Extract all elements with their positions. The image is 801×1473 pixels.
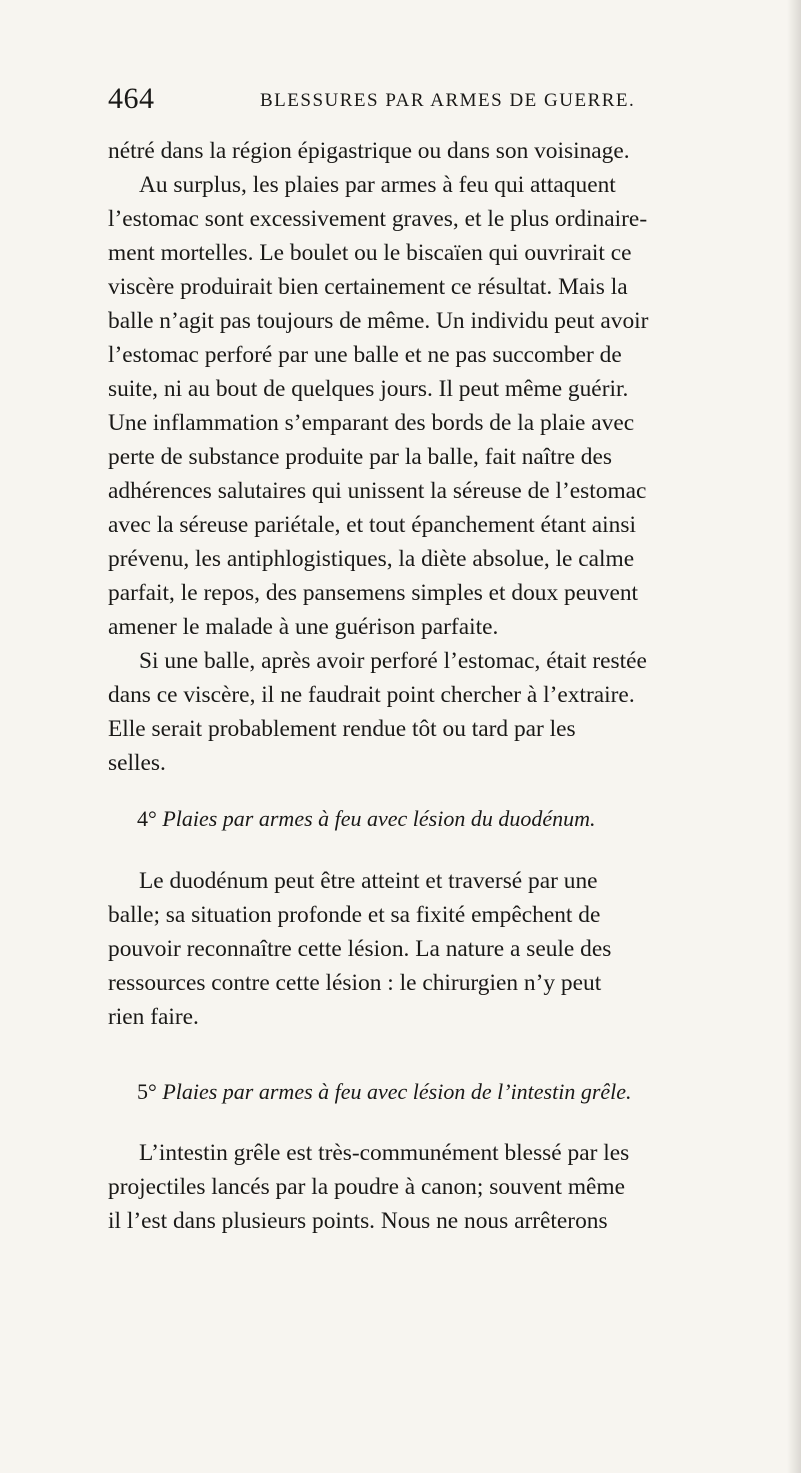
text-line: L’intestin grêle est très-communément blessé par les [139, 1140, 630, 1166]
page-edge-shadow [787, 0, 801, 1473]
section-heading-small-intestine [137, 1079, 632, 1105]
text-line: selles. [108, 750, 166, 776]
text-line: balle n’agit pas toujours de même. Un individu peut avoir [108, 308, 649, 334]
text-line: rien faire. [108, 1004, 199, 1030]
text-line: Une inflammation s’emparant des bords de la plaie avec [108, 410, 635, 436]
text-line: parfait, le repos, des pansemens simples et doux peuvent [108, 580, 639, 606]
text-line: avec la séreuse pariétale, et tout épanchement étant ainsi [108, 512, 636, 538]
text-line: pouvoir reconnaître cette lésion. La nature a seule des [108, 936, 612, 962]
paragraph-duodenum [108, 870, 764, 1050]
section-heading-duodenum [137, 806, 596, 832]
text-line: nétré dans la région épigastrique ou dans son voisinage. [108, 138, 630, 164]
text-line: l’estomac perforé par une balle et ne pas succomber de [108, 342, 622, 368]
page-number: 464 [108, 82, 155, 115]
text-line: ressources contre cette lésion : le chirurgien n’y peut [108, 970, 602, 996]
paragraph-small-intestine [108, 1142, 764, 1252]
text-line: Le duodénum peut être atteint et traversé par une [139, 868, 598, 894]
text-line: viscère produirait bien certainement ce résultat. Mais la [108, 274, 628, 300]
text-line: suite, ni au bout de quelques jours. Il peut même guérir. [108, 376, 629, 402]
text-line: l’estomac sont excessivement graves, et le plus ordinaire- [108, 206, 648, 232]
text-line: projectiles lancés par la poudre à canon; souvent même [108, 1174, 625, 1200]
section-number: 4° [137, 806, 157, 831]
paragraph-stomach [108, 140, 764, 780]
text-line: adhérences salutaires qui unissent la séreuse de l’estomac [108, 478, 647, 504]
text-line: amener le malade à une guérison parfaite. [108, 614, 499, 640]
text-line: il l’est dans plusieurs points. Nous ne nous arrêterons [108, 1208, 608, 1234]
section-number: 5° [137, 1079, 157, 1104]
running-head: BLESSURES PAR ARMES DE GUERRE. [260, 90, 636, 111]
text-line: balle; sa situation profonde et sa fixité empêchent de [108, 902, 601, 928]
text-line: Au surplus, les plaies par armes à feu qui attaquent [139, 172, 616, 198]
text-line: prévenu, les antiphlogistiques, la diète absolue, le calme [108, 546, 635, 572]
section-title: Plaies par armes à feu avec lésion du duodénum. [162, 806, 596, 831]
section-title: Plaies par armes à feu avec lésion de l’intestin grêle. [162, 1079, 632, 1104]
text-line: Si une balle, après avoir perforé l’estomac, était restée [139, 648, 647, 674]
text-line: Elle serait probablement rendue tôt ou tard par les [108, 716, 576, 742]
text-line: ment mortelles. Le boulet ou le biscaïen qui ouvrirait ce [108, 240, 632, 266]
page-header [108, 82, 748, 122]
text-line: perte de substance produite par la balle, fait naître des [108, 444, 612, 470]
text-line: dans ce viscère, il ne faudrait point chercher à l’extraire. [108, 682, 635, 708]
